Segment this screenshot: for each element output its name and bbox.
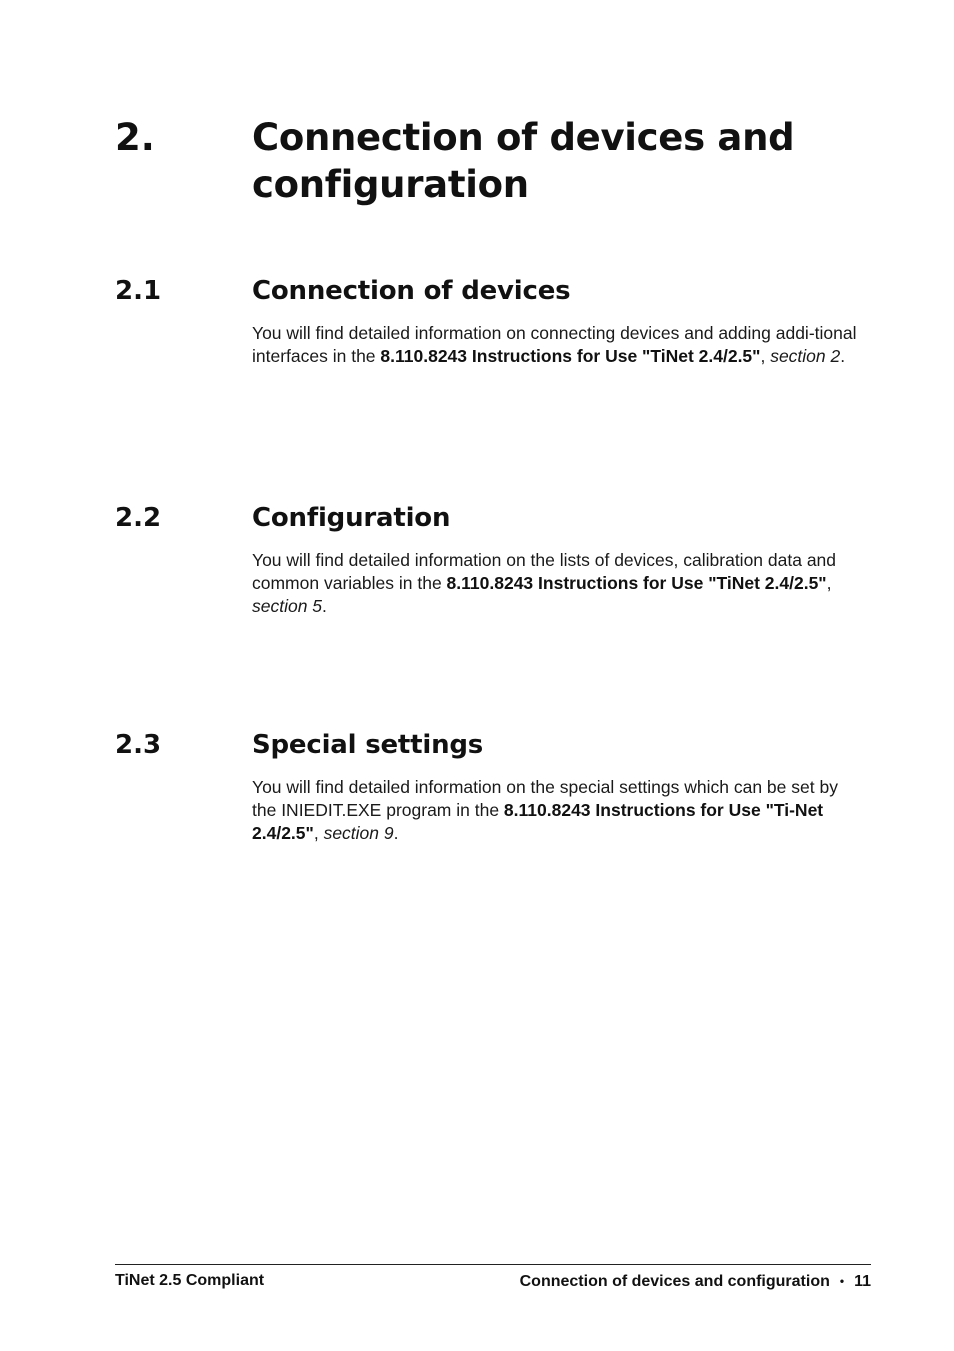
body-text: , — [760, 346, 771, 366]
section-reference: section 2 — [770, 346, 841, 366]
section-body — [252, 776, 864, 845]
footer-chapter-info — [520, 1270, 871, 1293]
body-text: You will find detailed information on the lists of devices, calibration data and common variables in the — [252, 550, 837, 593]
document-reference: 8.110.8243 Instructions for Use "TiNet 2.4/2.5" — [380, 346, 761, 366]
body-text: . — [840, 346, 846, 366]
document-reference: 8.110.8243 Instructions for Use "Ti-Net 2.4/2.5" — [252, 800, 824, 843]
section-title: Connection of devices — [252, 276, 571, 306]
footer-chapter-title: Connection of devices and configuration — [519, 1273, 830, 1290]
body-text: You will find detailed information on connecting devices and adding addi-tional interfaces in the — [252, 323, 857, 366]
body-text: You will find detailed information on the special settings which can be set by the INIEDIT.EXE program in the — [252, 777, 838, 820]
body-text: , — [826, 573, 832, 593]
document-reference: 8.110.8243 Instructions for Use "TiNet 2.4/2.5" — [446, 573, 827, 593]
chapter-number: 2. — [115, 116, 155, 159]
section-number: 2.3 — [115, 730, 162, 760]
section-body — [252, 322, 864, 368]
page-footer — [115, 1264, 871, 1290]
section-number: 2.2 — [115, 503, 162, 533]
section-title: Configuration — [252, 503, 451, 533]
page-number: 11 — [854, 1273, 871, 1290]
section-reference: section 5 — [252, 596, 323, 616]
body-text: . — [322, 596, 327, 616]
chapter-title: Connection of devices and configuration — [252, 116, 795, 206]
footer-document-title: TiNet 2.5 Compliant — [115, 1272, 265, 1289]
section-reference: section 9 — [323, 823, 394, 843]
body-text: . — [393, 823, 399, 843]
section-title: Special settings — [252, 730, 484, 760]
body-text: , — [313, 823, 324, 843]
footer-separator: • — [839, 1274, 845, 1288]
section-number: 2.1 — [115, 276, 162, 306]
section-body — [252, 549, 864, 618]
